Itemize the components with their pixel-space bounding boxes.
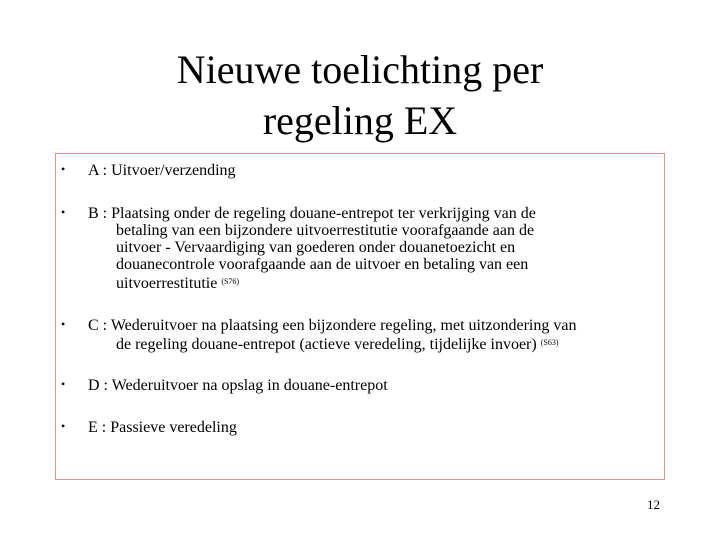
list-item-line-text: uitvoerrestitutie — [116, 275, 218, 292]
bullet-icon: • — [61, 317, 66, 331]
list-item-line: C : Wederuitvoer na plaatsing een bijzondere regeling, met uitzondering van — [88, 317, 577, 334]
reference-code: (S76) — [221, 277, 240, 286]
list-item-line: douanecontrole voorafgaande aan de uitvoer en betaling van een — [116, 256, 529, 273]
list-item-line: B : Plaatsing onder de regeling douane-entrepot ter verkrijging van de — [88, 205, 536, 222]
slide-title-line-2: regeling EX — [262, 98, 458, 143]
list-item-line: D : Wederuitvoer na opslag in douane-entrepot — [88, 377, 388, 394]
bullet-icon: • — [61, 205, 66, 219]
list-item-text — [88, 317, 656, 353]
list-item-line-text: de regeling douane-entrepot (actieve veredeling, tijdelijke invoer) — [116, 336, 537, 353]
content-box — [55, 153, 665, 480]
list-item-text — [88, 419, 656, 436]
list-item-line — [88, 334, 656, 353]
list-item-text — [88, 205, 656, 292]
reference-code: (S63) — [540, 338, 559, 347]
list-item-line: betaling van een bijzondere uitvoerrestitutie voorafgaande aan de — [116, 222, 535, 239]
bullet-icon: • — [61, 162, 66, 176]
list-item-line — [88, 273, 656, 292]
slide-title — [60, 44, 660, 146]
list-item-line: uitvoer - Vervaardiging van goederen onder douanetoezicht en — [116, 239, 516, 256]
page-number: 12 — [647, 497, 660, 512]
list-item-text — [88, 377, 656, 394]
slide-title-line-1: Nieuwe toelichting per — [176, 47, 544, 92]
list-item-line: A : Uitvoer/verzending — [88, 162, 236, 179]
list-item-line: E : Passieve veredeling — [88, 419, 237, 436]
list-item-text — [88, 162, 656, 179]
bullet-icon: • — [61, 377, 66, 391]
bullet-icon: • — [61, 419, 66, 433]
